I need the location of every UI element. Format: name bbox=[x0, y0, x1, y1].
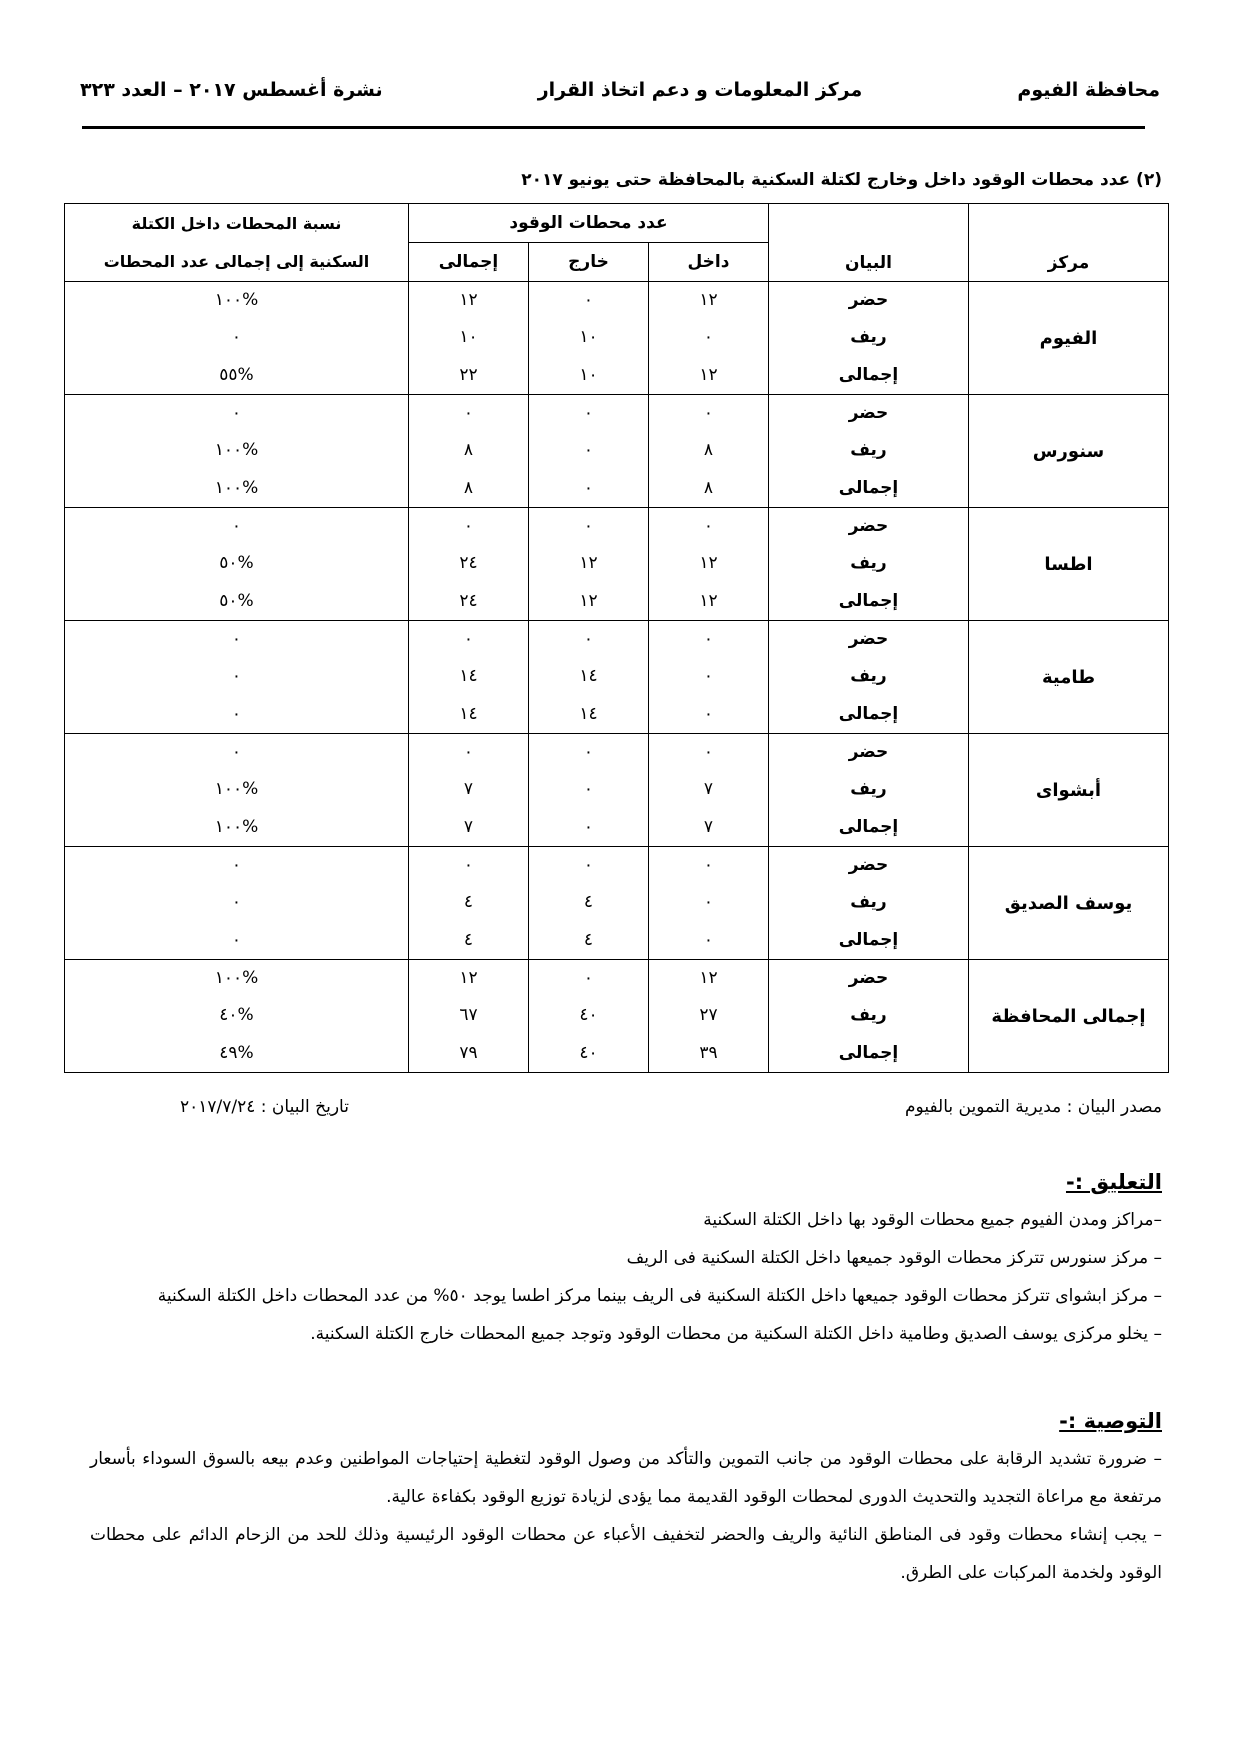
inside-value: ٢٧ bbox=[699, 1005, 718, 1026]
outside-cell bbox=[529, 734, 649, 847]
total-value: ١٠ bbox=[459, 327, 478, 348]
outside-value: ١٤ bbox=[579, 666, 598, 687]
table-body bbox=[65, 282, 1169, 1073]
percentage-cell bbox=[65, 734, 409, 847]
bayan-value: حضر bbox=[848, 742, 889, 763]
markaz-name: إجمالى المحافظة bbox=[969, 960, 1169, 1073]
outside-cell bbox=[529, 621, 649, 734]
markaz-name: يوسف الصديق bbox=[969, 847, 1169, 960]
outside-cell bbox=[529, 395, 649, 508]
bayan-value: حضر bbox=[848, 516, 889, 537]
percentage-value: ٠ bbox=[231, 516, 242, 537]
header-governorate: محافظة الفيوم bbox=[1017, 79, 1160, 101]
table-title: (٢) عدد محطات الوقود داخل وخارج لكتلة السكنية بالمحافظة حتى يونيو ٢٠١٧ bbox=[521, 170, 1162, 190]
bayan-cell bbox=[769, 395, 969, 508]
percentage-value: ٠ bbox=[231, 855, 242, 876]
bayan-value: ريف bbox=[850, 440, 887, 461]
percentage-cell bbox=[65, 621, 409, 734]
table-row bbox=[65, 621, 1169, 734]
total-value: ٦٧ bbox=[459, 1005, 478, 1026]
bayan-cell bbox=[769, 734, 969, 847]
inside-value: ٠ bbox=[703, 327, 714, 348]
outside-value: ١٢ bbox=[579, 590, 598, 611]
outside-value: ٠ bbox=[583, 779, 594, 800]
outside-value: ٠ bbox=[583, 477, 594, 498]
percentage-value: ٠ bbox=[231, 666, 242, 687]
total-value: ٧ bbox=[463, 779, 474, 800]
outside-value: ٠ bbox=[583, 290, 594, 311]
table-row bbox=[65, 847, 1169, 960]
markaz-name: سنورس bbox=[969, 395, 1169, 508]
inside-value: ١٢ bbox=[699, 364, 718, 385]
total-cell bbox=[409, 734, 529, 847]
inside-cell bbox=[649, 734, 769, 847]
bayan-value: حضر bbox=[848, 290, 889, 311]
inside-cell bbox=[649, 395, 769, 508]
header-markaz: مركز bbox=[969, 204, 1169, 282]
total-value: ٨ bbox=[463, 477, 474, 498]
recommendation-title: التوصية :- bbox=[1059, 1409, 1162, 1433]
comment-item: – يخلو مركزى يوسف الصديق وطامية داخل الكتلة السكنية من محطات الوقود وتوجد جميع المحطات خارج الكتلة السكنية. bbox=[310, 1324, 1162, 1344]
bayan-value: ريف bbox=[850, 327, 887, 348]
outside-value: ٠ bbox=[583, 855, 594, 876]
recommendation-section bbox=[90, 1402, 1162, 1592]
header-bayan: البيان bbox=[769, 204, 969, 282]
total-value: ١٢ bbox=[459, 968, 478, 989]
total-cell bbox=[409, 847, 529, 960]
percentage-value: ٠ bbox=[231, 929, 242, 950]
table-row bbox=[65, 282, 1169, 395]
percentage-value: ٠ bbox=[231, 703, 242, 724]
bayan-value: إجمالى bbox=[838, 364, 899, 385]
bayan-value: حضر bbox=[848, 968, 889, 989]
inside-value: ٨ bbox=[703, 477, 714, 498]
outside-value: ٤٠ bbox=[579, 1005, 598, 1026]
total-cell bbox=[409, 395, 529, 508]
inside-value: ٠ bbox=[703, 629, 714, 650]
percentage-cell bbox=[65, 508, 409, 621]
total-value: ٠ bbox=[463, 516, 474, 537]
total-value: ٧ bbox=[463, 816, 474, 837]
bayan-value: إجمالى bbox=[838, 816, 899, 837]
total-value: ٧٩ bbox=[459, 1042, 478, 1063]
total-cell bbox=[409, 508, 529, 621]
header-divider bbox=[82, 126, 1145, 129]
inside-value: ٨ bbox=[703, 440, 714, 461]
header-inside: داخل bbox=[649, 243, 769, 282]
outside-value: ٠ bbox=[583, 440, 594, 461]
outside-value: ٠ bbox=[583, 816, 594, 837]
total-value: ١٤ bbox=[459, 666, 478, 687]
table-row bbox=[65, 508, 1169, 621]
percentage-value: %١٠٠ bbox=[214, 816, 259, 837]
source-line bbox=[180, 1097, 1162, 1117]
comment-section bbox=[90, 1163, 1162, 1353]
outside-value: ٤ bbox=[583, 929, 594, 950]
header-outside: خارج bbox=[529, 243, 649, 282]
bayan-cell bbox=[769, 621, 969, 734]
total-value: ٤ bbox=[463, 892, 474, 913]
inside-value: ١٢ bbox=[699, 590, 718, 611]
bayan-value: حضر bbox=[848, 629, 889, 650]
inside-value: ٠ bbox=[703, 666, 714, 687]
header-center: مركز المعلومات و دعم اتخاذ القرار bbox=[537, 79, 863, 101]
percentage-value: %٥٠ bbox=[219, 590, 254, 611]
bayan-cell bbox=[769, 960, 969, 1073]
total-value: ٠ bbox=[463, 629, 474, 650]
total-value: ٠ bbox=[463, 855, 474, 876]
total-value: ٢٤ bbox=[459, 553, 478, 574]
inside-value: ١٢ bbox=[699, 553, 718, 574]
inside-cell bbox=[649, 847, 769, 960]
comment-item: – مركز ابشواى تتركز محطات الوقود جميعها داخل الكتلة السكنية فى الريف بينما مركز اطسا يوجد ٥٠% من عدد المحطات داخل الكتلة السكنية bbox=[157, 1286, 1162, 1306]
outside-cell bbox=[529, 847, 649, 960]
percentage-value: %١٠٠ bbox=[214, 477, 259, 498]
percentage-value: ٠ bbox=[231, 629, 242, 650]
bayan-value: إجمالى bbox=[838, 477, 899, 498]
inside-value: ٠ bbox=[703, 403, 714, 424]
outside-value: ٠ bbox=[583, 516, 594, 537]
bayan-value: إجمالى bbox=[838, 929, 899, 950]
percentage-value: %١٠٠ bbox=[214, 779, 259, 800]
percentage-value: %١٠٠ bbox=[214, 290, 259, 311]
percentage-cell bbox=[65, 847, 409, 960]
inside-value: ٠ bbox=[703, 929, 714, 950]
outside-value: ١٢ bbox=[579, 553, 598, 574]
bayan-value: حضر bbox=[848, 855, 889, 876]
recommendation-item: – ضرورة تشديد الرقابة على محطات الوقود من جانب التموين والتأكد من وصول الوقود لتغطية إحتياجات المواطنين وعدم بيعه بالسوق السوداء بأسعار مرتفعة مع مراعاة التجديد والتحديث الدورى لمحطات الوقود القديمة مما يؤدى لزيادة توزيع الوقود بكفاءة عالية. bbox=[90, 1449, 1162, 1507]
markaz-name: اطسا bbox=[969, 508, 1169, 621]
comment-item: – مركز سنورس تتركز محطات الوقود جميعها داخل الكتلة السكنية فى الريف bbox=[626, 1248, 1162, 1268]
header-percentage-line1: نسبة المحطات داخل الكتلة bbox=[131, 213, 342, 233]
bayan-value: إجمالى bbox=[838, 703, 899, 724]
table-row bbox=[65, 734, 1169, 847]
inside-cell bbox=[649, 621, 769, 734]
inside-value: ١٢ bbox=[699, 968, 718, 989]
outside-value: ٠ bbox=[583, 629, 594, 650]
inside-value: ٧ bbox=[703, 816, 714, 837]
total-value: ٤ bbox=[463, 929, 474, 950]
header-count-group: عدد محطات الوقود bbox=[409, 204, 769, 243]
source-date: تاريخ البيان : ٢٠١٧/٧/٢٤ bbox=[180, 1097, 349, 1117]
outside-value: ٠ bbox=[583, 742, 594, 763]
comment-title: التعليق :- bbox=[1065, 1170, 1162, 1194]
header-issue: نشرة أغسطس ٢٠١٧ – العدد ٣٢٣ bbox=[80, 79, 383, 101]
markaz-name: طامية bbox=[969, 621, 1169, 734]
outside-value: ٤ bbox=[583, 892, 594, 913]
inside-value: ٠ bbox=[703, 855, 714, 876]
outside-value: ٠ bbox=[583, 403, 594, 424]
bayan-value: إجمالى bbox=[838, 1042, 899, 1063]
table-row bbox=[65, 960, 1169, 1073]
markaz-name: الفيوم bbox=[969, 282, 1169, 395]
inside-value: ٠ bbox=[703, 516, 714, 537]
percentage-cell bbox=[65, 282, 409, 395]
bayan-cell bbox=[769, 847, 969, 960]
bayan-value: ريف bbox=[850, 892, 887, 913]
bayan-value: ريف bbox=[850, 666, 887, 687]
outside-value: ٤٠ bbox=[579, 1042, 598, 1063]
percentage-value: %٤٠ bbox=[219, 1005, 254, 1026]
page-header bbox=[80, 70, 1160, 110]
bayan-value: إجمالى bbox=[838, 590, 899, 611]
outside-value: ١٤ bbox=[579, 703, 598, 724]
inside-value: ٠ bbox=[703, 892, 714, 913]
markaz-name: أبشواى bbox=[969, 734, 1169, 847]
percentage-value: %٥٥ bbox=[219, 364, 254, 385]
percentage-value: ٠ bbox=[231, 403, 242, 424]
recommendation-item: – يجب إنشاء محطات وقود فى المناطق النائية والريف والحضر لتخفيف الأعباء عن محطات الوقود الرئيسية وذلك للحد من الزحام الدائم على محطات الوقود ولخدمة المركبات على الطرق. bbox=[90, 1525, 1162, 1583]
header-total: إجمالى bbox=[409, 243, 529, 282]
comment-item: –مراكز ومدن الفيوم جميع محطات الوقود بها داخل الكتلة السكنية bbox=[703, 1210, 1162, 1230]
total-value: ١٢ bbox=[459, 290, 478, 311]
bayan-value: ريف bbox=[850, 553, 887, 574]
percentage-value: %٤٩ bbox=[219, 1042, 254, 1063]
total-cell bbox=[409, 282, 529, 395]
percentage-value: ٠ bbox=[231, 327, 242, 348]
percentage-value: %١٠٠ bbox=[214, 968, 259, 989]
inside-value: ٠ bbox=[703, 703, 714, 724]
percentage-cell bbox=[65, 960, 409, 1073]
inside-cell bbox=[649, 960, 769, 1073]
source-text: مصدر البيان : مديرية التموين بالفيوم bbox=[905, 1097, 1162, 1117]
fuel-stations-table bbox=[64, 203, 1169, 1073]
total-value: ٠ bbox=[463, 742, 474, 763]
total-cell bbox=[409, 960, 529, 1073]
outside-value: ١٠ bbox=[579, 364, 598, 385]
header-percentage-line2: السكنية إلى إجمالى عدد المحطات bbox=[103, 251, 370, 271]
total-cell bbox=[409, 621, 529, 734]
inside-value: ١٢ bbox=[699, 290, 718, 311]
bayan-value: ريف bbox=[850, 1005, 887, 1026]
percentage-value: %٥٠ bbox=[219, 553, 254, 574]
total-value: ٠ bbox=[463, 403, 474, 424]
inside-cell bbox=[649, 282, 769, 395]
bayan-value: حضر bbox=[848, 403, 889, 424]
total-value: ١٤ bbox=[459, 703, 478, 724]
total-value: ٢٢ bbox=[459, 364, 478, 385]
bayan-cell bbox=[769, 282, 969, 395]
percentage-value: ٠ bbox=[231, 892, 242, 913]
outside-cell bbox=[529, 960, 649, 1073]
total-value: ٨ bbox=[463, 440, 474, 461]
total-value: ٢٤ bbox=[459, 590, 478, 611]
header-percentage bbox=[65, 204, 409, 282]
percentage-cell bbox=[65, 395, 409, 508]
inside-cell bbox=[649, 508, 769, 621]
outside-cell bbox=[529, 508, 649, 621]
outside-value: ٠ bbox=[583, 968, 594, 989]
inside-value: ٣٩ bbox=[699, 1042, 718, 1063]
bayan-value: ريف bbox=[850, 779, 887, 800]
inside-value: ٠ bbox=[703, 742, 714, 763]
bayan-cell bbox=[769, 508, 969, 621]
outside-cell bbox=[529, 282, 649, 395]
table-row bbox=[65, 395, 1169, 508]
inside-value: ٧ bbox=[703, 779, 714, 800]
percentage-value: %١٠٠ bbox=[214, 440, 259, 461]
percentage-value: ٠ bbox=[231, 742, 242, 763]
outside-value: ١٠ bbox=[579, 327, 598, 348]
